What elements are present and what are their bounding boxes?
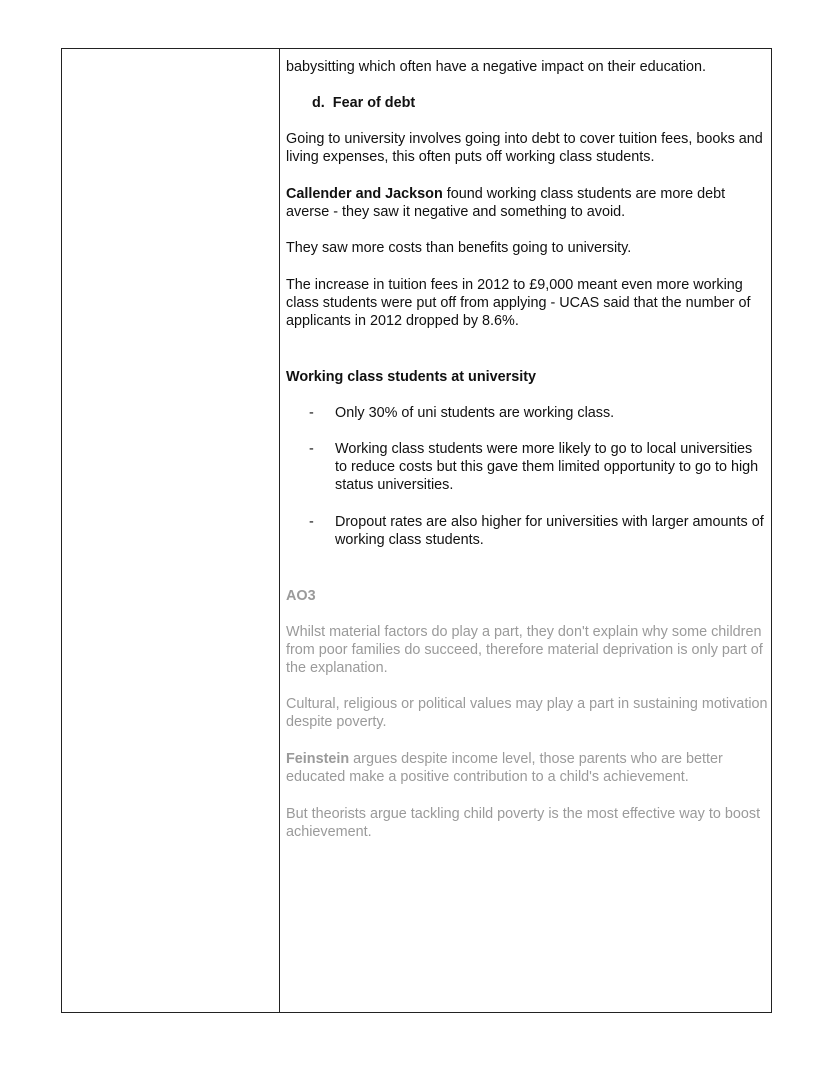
list-item-text: Only 30% of uni students are working class. — [335, 405, 615, 421]
column-divider — [279, 49, 280, 1012]
author-name: Callender and Jackson — [286, 186, 443, 202]
ao3-paragraph: Whilst material factors do play a part, they don't explain why some children from poor families do succeed, therefore material deprivation is only part of the explanation. — [286, 624, 763, 676]
bullet-dash: - — [309, 514, 314, 530]
working-class-heading: Working class students at university — [286, 369, 537, 385]
author-name: Feinstein — [286, 751, 350, 767]
list-item — [286, 404, 768, 422]
fear-of-debt-heading — [312, 94, 794, 112]
bullet-dash: - — [309, 441, 314, 457]
paragraph-fees: The increase in tuition fees in 2012 to £9,000 meant even more working class students were put off from applying - UCAS said that the number of applicants in 2012 dropped by 8.6%. — [286, 277, 751, 329]
list-item-text: Working class students were more likely to go to local universities to reduce costs but this gave them limited opportunity to go to high status universities. — [335, 441, 759, 493]
paragraph-callender — [286, 185, 768, 221]
paragraph-text: found working class students are more debt averse - they saw it negative and something to avoid. — [286, 186, 726, 220]
bullet-dash: - — [309, 405, 314, 421]
heading-title: Fear of debt — [332, 95, 416, 111]
paragraph-debt: Going to university involves going into debt to cover tuition fees, books and living expenses, this often puts off working class students. — [286, 131, 763, 165]
paragraph-costs: They saw more costs than benefits going to university. — [286, 240, 632, 256]
ao3-paragraph: Cultural, religious or political values may play a part in sustaining motivation despite poverty. — [286, 696, 768, 730]
list-item — [286, 513, 768, 549]
list-item-text: Dropout rates are also higher for universities with larger amounts of working class students. — [335, 514, 764, 548]
paragraph-text: argues despite income level, those parents who are better educated make a positive contribution to a child's achievement. — [286, 751, 723, 785]
list-marker: d. — [312, 95, 325, 111]
list-item — [286, 440, 768, 494]
intro-line: babysitting which often have a negative impact on their education. — [286, 59, 706, 75]
ao3-heading: AO3 — [286, 588, 316, 604]
ao3-paragraph: But theorists argue tackling child poverty is the most effective way to boost achievement. — [286, 806, 761, 840]
ao3-paragraph — [286, 750, 768, 786]
